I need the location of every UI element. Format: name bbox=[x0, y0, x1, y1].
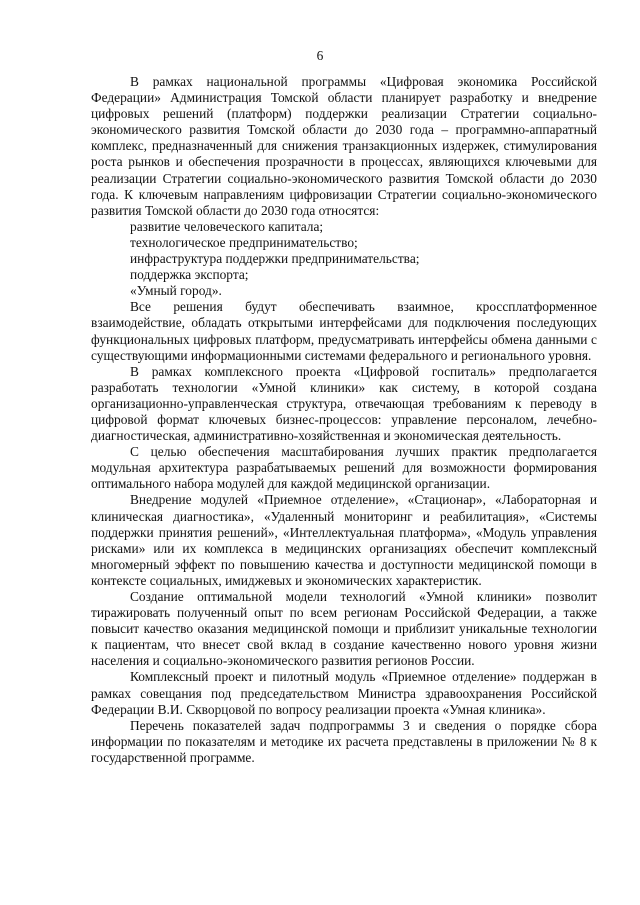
paragraph-digital-hospital: В рамках комплексного проекта «Цифровой госпиталь» предполагается разработать технологии «Умной клиники» как систему, в которой создана организационно-управленческая структура, отвечающая требованиям к переводу в цифровой формат ключевых бизнес-процессов: управление персоналом, лечебно-диагностическая, административно-хозяйственная и экономическая деятельность. bbox=[91, 363, 597, 444]
page-number: 6 bbox=[316, 48, 324, 63]
paragraph-modules: Внедрение модулей «Приемное отделение», «Стационар», «Лабораторная и клиническая диагностика», «Удаленный мониторинг и реабилитация», «Системы поддержки принятия решений», «Интеллектуальная платформа», «Модуль управления рисками» или их комплекса в медицинских организациях обеспечит комплексный многомерный эффект по повышению качества и доступности медицинской помощи в контексте социальных, имиджевых и экономических характеристик. bbox=[91, 492, 597, 588]
list-item: поддержка экспорта; bbox=[130, 267, 249, 283]
paragraph-smart-clinic-model: Создание оптимальной модели технологий «Умной клиники» позволит тиражировать полученный опыт по всем регионам Российской Федерации, а также повысит качество оказания медицинской помощи и приблизит уникальные технологии к пациентам, что внесет свой вклад в создание качественно нового уровня жизни населения и социально-экономического развития регионов России. bbox=[91, 589, 597, 669]
list-item: инфраструктура поддержки предпринимательства; bbox=[130, 251, 420, 267]
paragraph-cross-platform: Все решения будут обеспечивать взаимное, кроссплатформенное взаимодействие, обладать открытыми интерфейсами для подключения последующих функциональных цифровых платформ, предусматривать интерфейсы обмена данными с существующими информационными системами федерального и регионального уровня. bbox=[91, 299, 597, 363]
body-text bbox=[91, 74, 597, 766]
paragraph-scaling: С целью обеспечения масштабирования лучших практик предполагается модульная архитектура разрабатываемых решений для возможности формирования оптимального набора модулей для каждой медицинской организации. bbox=[91, 444, 597, 492]
list-item: развитие человеческого капитала; bbox=[130, 218, 324, 234]
paragraph-indicators: Перечень показателей задач подпрограммы 3 и сведения о порядке сбора информации по показателям и методике их расчета представлены в приложении № 8 к государственной программе. bbox=[91, 717, 597, 765]
paragraph-national-program: В рамках национальной программы «Цифровая экономика Российской Федерации» Администрация Томской области планирует разработку и внедрение цифровых решений (платформ) поддержки реализации Стратегии социально-экономического развития Томской области до 2030 года – программно-аппаратный комплекс, предназначенный для снижения транзакционных издержек, стимулирования роста рынков и обеспечения прозрачности в процессах, являющихся ключевыми для реализации Стратегии социально-экономического развития Томской области до 2030 года. К ключевым направлениям цифровизации Стратегии социально-экономического развития Томской области до 2030 года относятся: bbox=[91, 74, 597, 218]
list-item: технологическое предпринимательство; bbox=[130, 234, 358, 250]
list-item: «Умный город». bbox=[130, 283, 222, 299]
paragraph-pilot-module: Комплексный проект и пилотный модуль «Приемное отделение» поддержан в рамках совещания под председательством Министра здравоохранения Российской Федерации В.И. Скворцовой по вопросу реализации проекта «Умная клиника». bbox=[91, 669, 597, 717]
